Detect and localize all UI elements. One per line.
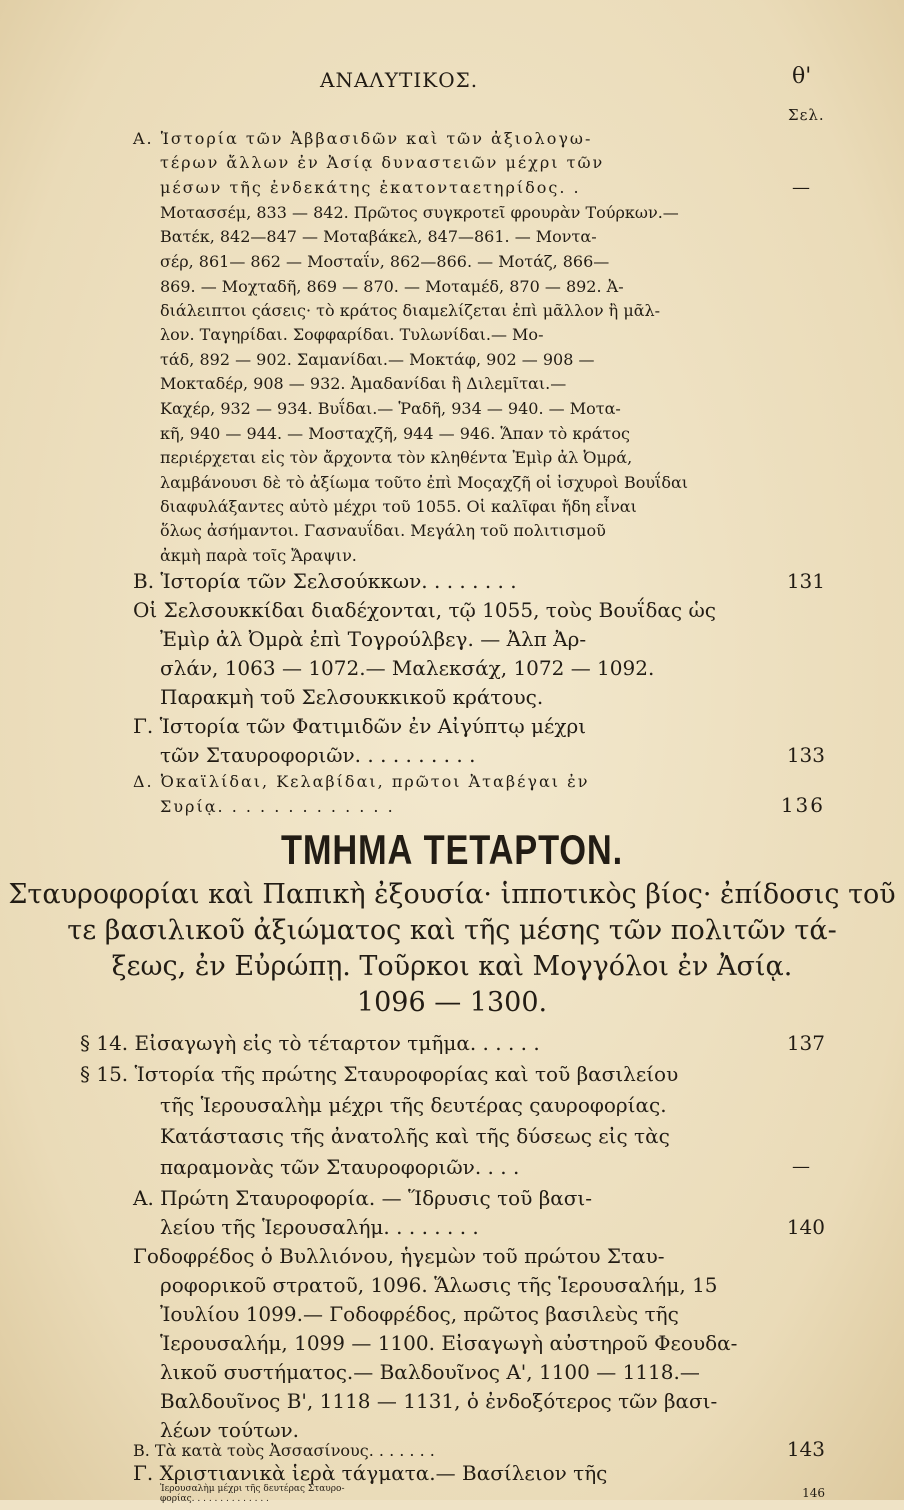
page-folio: θ'	[792, 64, 812, 89]
book-page: ΑΝΑΛΥΤΙΚΟΣ. θ' Σελ. Α. Ἱστορία τῶν Ἀββασιδῶν καὶ τῶν ἀξιολογω- τέρων ἄλλων ἐν Ἀσίᾳ δυναστειῶν μέχρι τῶν μέσων τῆς ἐνδεκάτης ἑκατονταετηρίδος. . — Μοτασσέμ, 833 — 842. Πρῶτος συγκροτεῖ φρουρὰν Τούρκων.— Βατέκ, 842—847 — Μοταβάκελ, 847—861. — Μοντα- σέρ, 861— 862 — Μοσταΐν, 862—866. — Μοτάζ, 866— 869. — Μοχταδῆ, 869 — 870. — Μοταμέδ, 870 — 892. Ἀ- διάλειπτοι ςάσεις· τὸ κράτος διαμελίζεται ἐπὶ μᾶλλον ἢ μᾶλ- λον. Ταγηρίδαι. Σοφφαρίδαι. Τυλωνίδαι.— Μο- τάδ, 892 — 902. Σαμανίδαι.— Μοκτάφ, 902 — 908 — Μοκταδέρ, 908 — 932. Ἀμαδανίδαι ἢ Διλεμῖται.— Καχέρ, 932 — 934. Βυΐδαι.— Ῥαδῆ, 934 — 940. — Μοτα- κῆ, 940 — 944. — Μοσταχζῆ, 944 — 946. Ἅπαν τὸ κράτος περιέρχεται εἰς τὸν ἄρχοντα τὸν κληθέντα Ἐμὶρ ἀλ Ὀμρά, λαμβάνουσι δὲ τὸ ἀξίωμα τοῦτο ἐπὶ Μοςαχζῆ οἱ ἰσχυροὶ Βουΐδαι διαφυλάξαντες αὐτὸ μέχρι τοῦ 1055. Οἱ καλῖφαι ἤδη εἶναι ὅλως ἀσήμαντοι. Γασναυΐδαι. Μεγάλη τοῦ πολιτισμοῦ ἀκμὴ παρὰ τοῖς Ἄραψιν. Β. Ἱστορία τῶν Σελσούκκων. . . . . . . . 131 Οἱ Σελσουκκίδαι διαδέχονται, τῷ 1055, τοὺς Βουΐδας ὡς Ἐμὶρ ἀλ Ὀμρὰ ἐπὶ Τογρούλβεγ. — Ἀλπ Ἀρ- σλάν, 1063 — 1072.— Μαλεκσάχ, 1072 — 1092. Παρακμὴ τοῦ Σελσουκκικοῦ κράτους. Γ. Ἱστορία τῶν Φατιμιδῶν ἐν Αἰγύπτῳ μέχρι τῶν Σταυροφοριῶν. . . . . . . . . . 133 Δ. Ὀκαϊλίδαι, Κελαβίδαι, πρῶτοι Ἀταβέγαι ἐν Συρίᾳ. . . . . . . . . . . . . 136 ΤΜΗΜΑ ΤΕΤΑΡΤΟΝ. Σταυροφορίαι καὶ Παπικὴ ἐξουσία· ἱπποτικὸς βίος· ἐπίδοσις τοῦ τε βασιλικοῦ ἀξιώματος καὶ τῆς μέσης τῶν πολιτῶν τά- ξεως, ἐν Εὐρώπῃ. Τοῦρκοι καὶ Μογγόλοι ἐν Ἀσίᾳ. 1096 — 1300. § 14. Εἰσαγωγὴ εἰς τὸ τέταρτον τμῆμα. . . . . . 137 § 15. Ἱστορία τῆς πρώτης Σταυροφορίας καὶ τοῦ βασιλείου τῆς Ἱερουσαλὴμ μέχρι τῆς δευτέρας ςαυροφορίας. Κατάστασις τῆς ἀνατολῆς καὶ τῆς δύσεως εἰς τὰς παραμονὰς τῶν Σταυροφοριῶν. . . . — Α. Πρώτη Σταυροφορία. — Ἵδρυσις τοῦ βασι- λείου τῆς Ἱερουσαλήμ. . . . . . . . 140 Γοδοφρέδος ὁ Βυλλιόνου, ἡγεμὼν τοῦ πρώτου Σταυ- ροφορικοῦ στρατοῦ, 1096. Ἅλωσις τῆς Ἱερουσαλήμ, 15 Ἰουλίου 1099.— Γοδοφρέδος, πρῶτος βασιλεὺς τῆς Ἱερουσαλήμ, 1099 — 1100. Εἰσαγωγὴ αὐστηροῦ Φεουδα- λικοῦ συστήματος.— Βαλδουῖνος Α', 1100 — 1118.— Βαλδουῖνος Β', 1118 — 1131, ὁ ἐνδοξότερος τῶν βασι- λέων τούτων. Β. Τὰ κατὰ τοὺς Ἀσσασίνους. . . . . . . 143 Γ. Χριστιανικὰ ἱερὰ τάγματα.— Βασίλειον τῆς Ἱερουσαλὴμ μέχρι τῆς δευτέρας Σταυρο- φορίας. . . . . . . . . . . . . . 146	[0, 0, 904, 1500]
section-subtitle-line: τε βασιλικοῦ ἀξιώματος καὶ τῆς μέσης τῶν πολιτῶν τά-	[67, 915, 837, 946]
page-number: 133	[786, 743, 825, 767]
section-subtitle-line: ξεως, ἐν Εὐρώπῃ. Τοῦρκοι καὶ Μογγόλοι ἐν Ἀσίᾳ.	[111, 951, 793, 982]
page-number: 131	[786, 569, 825, 593]
page-column-label: Σελ.	[788, 106, 825, 124]
section-subtitle-line: Σταυροφορίαι καὶ Παπικὴ ἐξουσία· ἱπποτικὸς βίος· ἐπίδοσις τοῦ	[8, 879, 896, 910]
section-title: ΤΜΗΜΑ ΤΕΤΑΡΤΟΝ.	[280, 826, 623, 873]
toc-line-text: Ἱερουσαλὴμ μέχρι τῆς δευτέρας Σταυρο-	[160, 1484, 345, 1494]
page-header	[0, 58, 904, 98]
page-number: 136	[780, 793, 825, 817]
toc-line-text: φορίας. . . . . . . . . . . . . .	[160, 1494, 269, 1504]
section-dates: 1096 — 1300.	[356, 987, 548, 1018]
page-number: 146	[802, 1486, 825, 1500]
page-number: 140	[786, 1215, 825, 1239]
page-number: 137	[786, 1031, 825, 1055]
page-number: 143	[786, 1437, 825, 1461]
running-title: ΑΝΑΛΥΤΙΚΟΣ.	[320, 68, 479, 92]
